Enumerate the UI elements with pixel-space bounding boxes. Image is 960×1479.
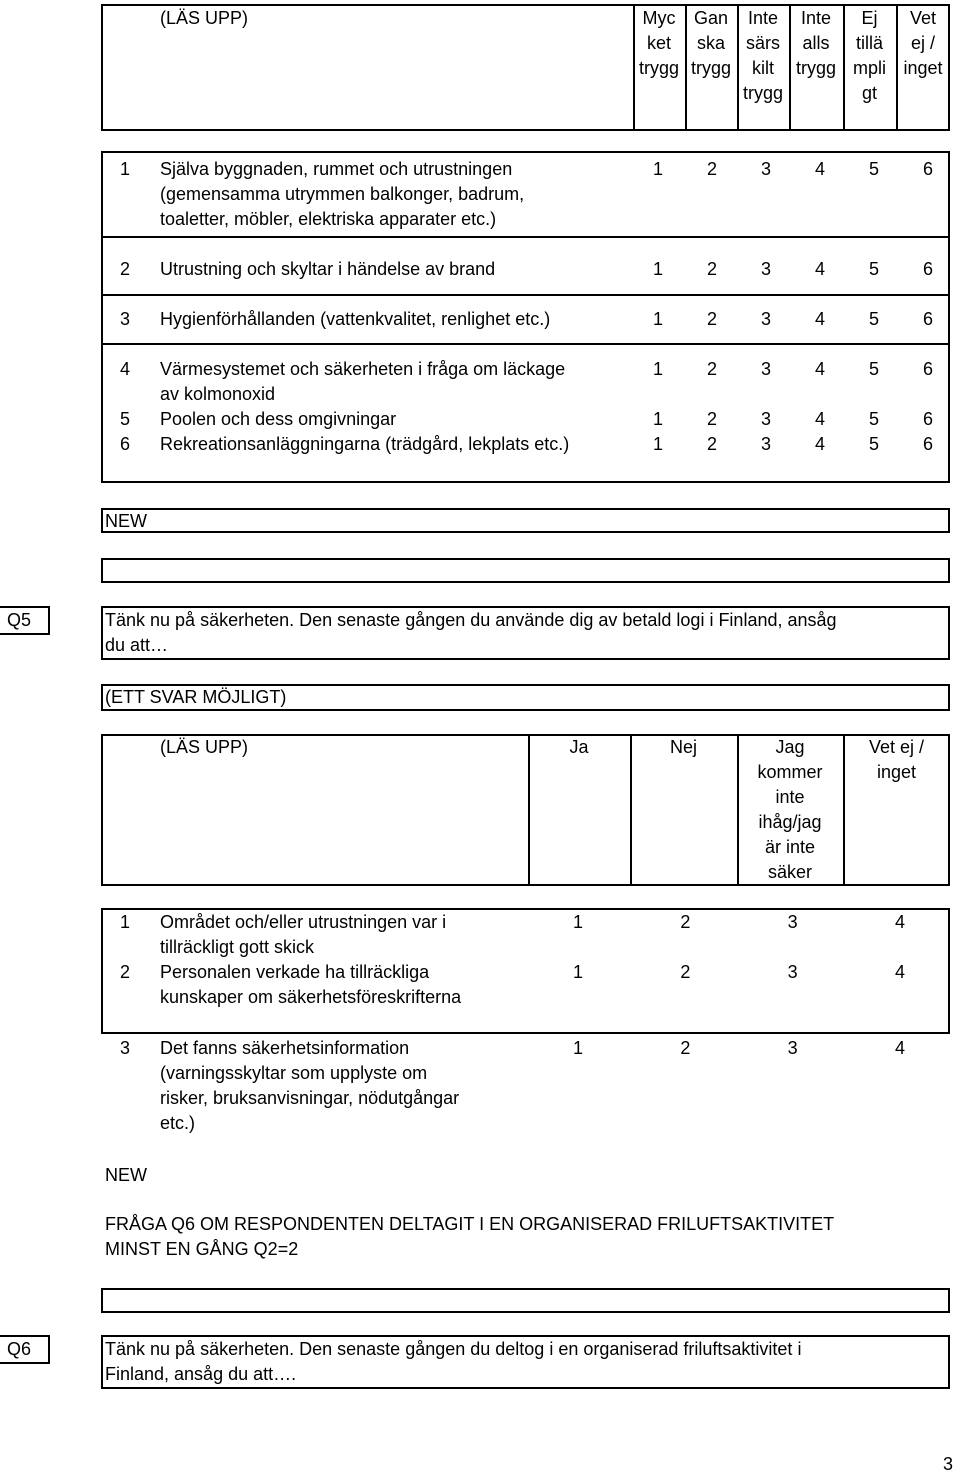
q6-question: Tänk nu på säkerheten. Den senaste gången du deltog i en organiserad friluftsaktivitet i Finland, ansåg du att…. [105,1339,802,1384]
table1-col-header: Vet ej / inget [903,8,943,78]
empty-box [101,1288,950,1313]
table1-col-header: Inte särs kilt trygg [742,8,784,103]
row-number: 5 [120,409,131,429]
rating-scale[interactable]: 1 2 3 4 5 6 [652,159,933,179]
rating-scale[interactable]: 1 2 3 4 5 6 [652,434,933,454]
row-text: Hygienförhållanden (vattenkvalitet, renlighet etc.) [160,309,551,329]
q5-question: Tänk nu på säkerheten. Den senaste gången du använde dig av betald logi i Finland, ansåg du att… [105,610,837,655]
answer-scale[interactable]: 1 2 3 4 [572,1038,905,1058]
new-label: NEW [105,1165,147,1185]
table1-row-divider [101,343,950,345]
table1-col-header: Gan ska trygg [690,8,732,78]
q5-col-dont-remember: Jag kommer inte ihåg/jag är inte säker [757,737,823,882]
row-text: Värmesystemet och säkerheten i fråga om läckage av kolmonoxid [160,359,566,404]
row-number: 2 [120,259,131,279]
row-number: 3 [120,309,131,329]
rating-scale[interactable]: 1 2 3 4 5 6 [652,309,933,329]
row-number: 1 [120,159,131,179]
rating-scale[interactable]: 1 2 3 4 5 6 [652,259,933,279]
row-text: Det fanns säkerhetsinformation (varningsskyltar som upplyste om risker, bruksanvisningar, nödutgångar etc.) [160,1038,460,1133]
q5-col-ja: Ja [569,737,589,757]
q5-code: Q5 [7,610,32,630]
row-text: Själva byggnaden, rummet och utrustningen (gemensamma utrymmen balkonger, badrum, toaletter, möbler, elektriska apparater etc.) [160,159,525,229]
row-number: 1 [120,912,131,932]
q5-col-dont-know: Vet ej / inget [868,737,925,782]
row-text: Utrustning och skyltar i händelse av brand [160,259,496,279]
row-number: 6 [120,434,131,454]
table1-read-aloud: (LÄS UPP) [160,8,249,28]
table1-row-divider [101,294,950,296]
table1-row-divider [101,236,950,238]
answer-mode: (ETT SVAR MÖJLIGT) [105,687,287,707]
q6-code: Q6 [7,1339,32,1359]
new-box [101,508,950,533]
table1-col-header: Ej tillä mpli gt [852,8,886,103]
table1-col-header: Myc ket trygg [638,8,680,78]
page-number: 3 [943,1454,954,1474]
rating-scale[interactable]: 1 2 3 4 5 6 [652,359,933,379]
q5-col-nej: Nej [669,737,697,757]
q6-filter-instruction: FRÅGA Q6 OM RESPONDENTEN DELTAGIT I EN ORGANISERAD FRILUFTSAKTIVITET MINST EN GÅNG Q2=2 [105,1214,835,1259]
q5-read-aloud: (LÄS UPP) [160,737,249,757]
rating-scale[interactable]: 1 2 3 4 5 6 [652,409,933,429]
row-text: Poolen och dess omgivningar [160,409,397,429]
answer-scale[interactable]: 1 2 3 4 [572,912,905,932]
row-text: Personalen verkade ha tillräckliga kunskaper om säkerhetsföreskrifterna [160,962,462,1007]
row-text: Rekreationsanläggningarna (trädgård, lekplats etc.) [160,434,570,454]
answer-scale[interactable]: 1 2 3 4 [572,962,905,982]
row-number: 4 [120,359,131,379]
table1-col-header: Inte alls trygg [795,8,837,78]
empty-box [101,558,950,583]
new-label: NEW [105,511,147,531]
row-text: Området och/eller utrustningen var i tillräckligt gott skick [160,912,447,957]
row-number: 2 [120,962,131,982]
row-number: 3 [120,1038,131,1058]
